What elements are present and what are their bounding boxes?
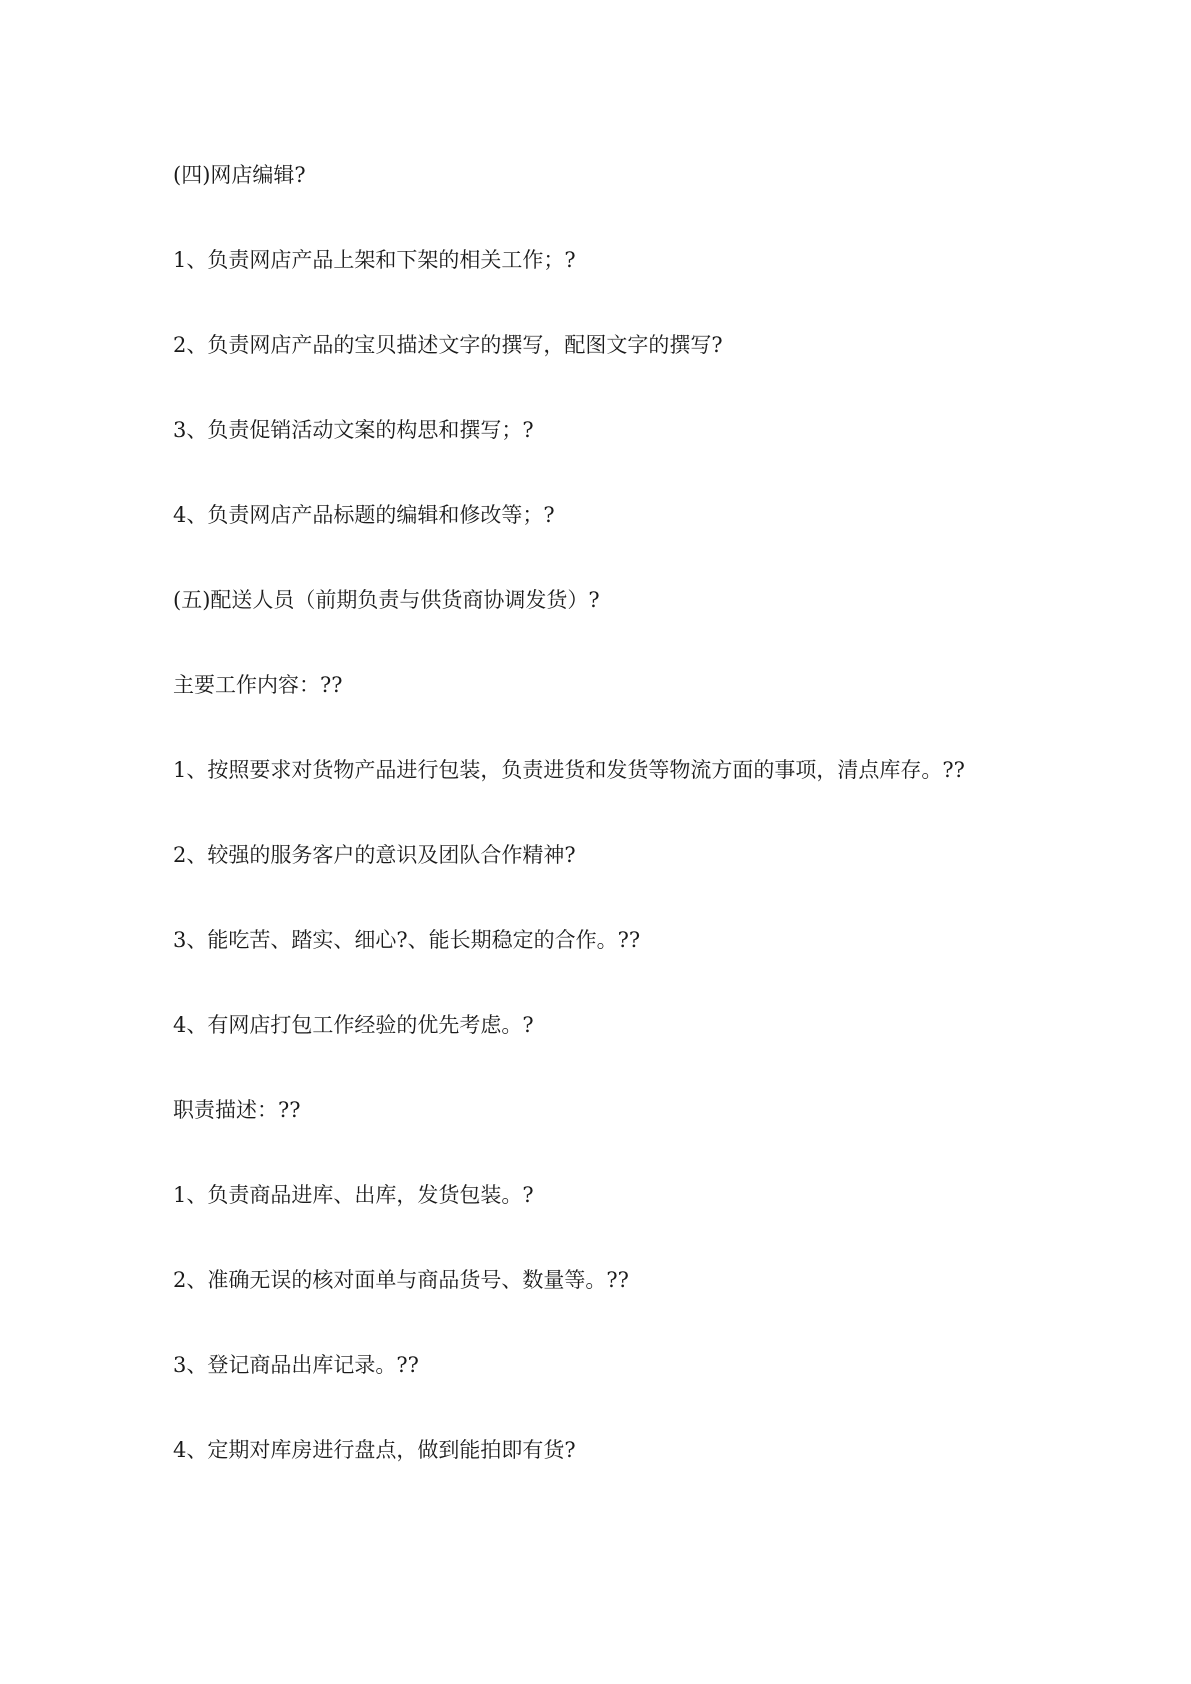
main-work-item-2: 2、较强的服务客户的意识及团队合作精神? <box>173 843 576 867</box>
subheading-duty-description: 职责描述：?? <box>173 1098 301 1122</box>
main-work-item-4: 4、有网店打包工作经验的优先考虑。? <box>173 1013 534 1037</box>
duty-item-3: 3、登记商品出库记录。?? <box>173 1353 419 1377</box>
main-work-item-1: 1、按照要求对货物产品进行包装，负责进货和发货等物流方面的事项，清点库存。?? <box>173 758 965 782</box>
section-heading-online-store-editor: (四)网店编辑? <box>173 163 306 187</box>
editor-duty-1: 1、负责网店产品上架和下架的相关工作；? <box>173 248 576 272</box>
subheading-main-work: 主要工作内容：?? <box>173 673 343 697</box>
duty-item-2: 2、准确无误的核对面单与商品货号、数量等。?? <box>173 1268 629 1292</box>
duty-item-1: 1、负责商品进库、出库，发货包装。? <box>173 1183 534 1207</box>
main-work-item-3: 3、能吃苦、踏实、细心?、能长期稳定的合作。?? <box>173 928 641 952</box>
section-heading-delivery-staff: (五)配送人员（前期负责与供货商协调发货）? <box>173 588 600 612</box>
editor-duty-3: 3、负责促销活动文案的构思和撰写；? <box>173 418 534 442</box>
duty-item-4: 4、定期对库房进行盘点，做到能拍即有货? <box>173 1438 576 1462</box>
editor-duty-2: 2、负责网店产品的宝贝描述文字的撰写，配图文字的撰写? <box>173 333 723 357</box>
editor-duty-4: 4、负责网店产品标题的编辑和修改等；? <box>173 503 555 527</box>
